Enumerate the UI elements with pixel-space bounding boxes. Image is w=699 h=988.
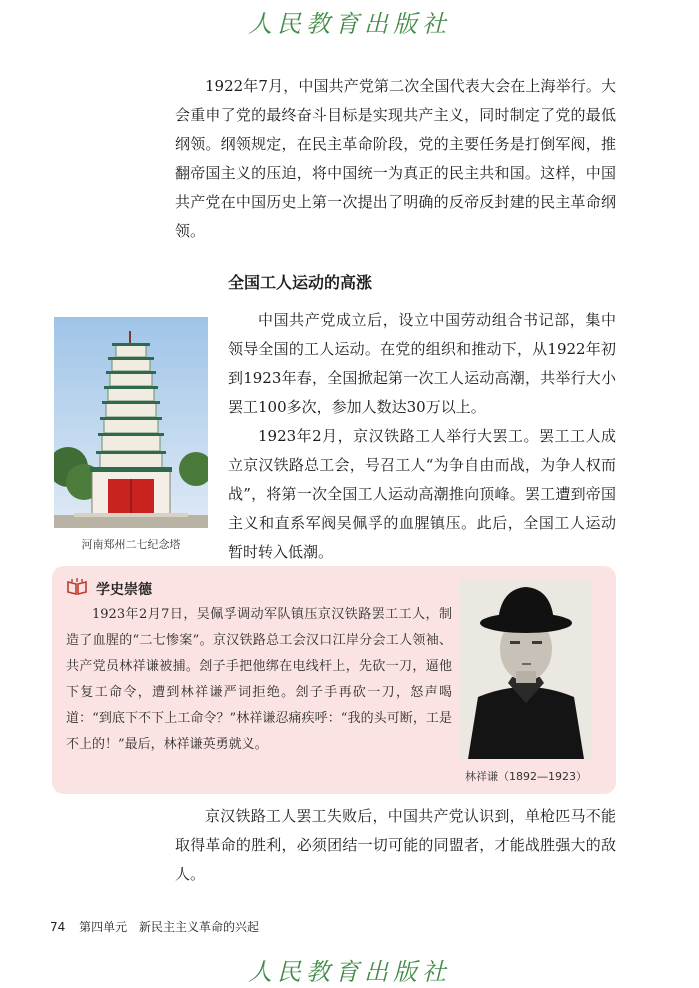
publisher-header: 人民教育出版社 [248, 10, 451, 38]
unit-label: 第四单元 [79, 920, 128, 934]
lin-xiangqian-portrait [460, 579, 592, 759]
publisher-footer: 人民教育出版社 [248, 958, 451, 986]
sidebar-text: 1923年2月7日，吴佩孚调动军队镇压京汉铁路罢工工人，制造了血腥的“二七惨案”。京汉铁路总工会汉口江岸分会工人领袖、共产党员林祥谦被捕。刽子手把他绑在电线杆上，先砍一刀，逼他下复工命令，遭到林祥谦严词拒绝。刽子手再砍一刀，怒声喝道：“到底下不下上工命令？”林祥谦忍痛疾呼：“我的头可断，工是不上的！”最后，林祥谦英勇就义。 [66, 607, 452, 752]
portrait-caption: 林祥谦（1892—1923） [465, 770, 587, 783]
portrait-illustration [460, 579, 592, 759]
book-icon [66, 578, 88, 596]
section-heading: 全国工人运动的高涨 [228, 273, 373, 292]
paragraph-cpc-second-congress: 1922年7月，中国共产党第二次全国代表大会在上海举行。大会重申了党的最终奋斗目标是实现共产主义，同时制定了党的最低纲领。纲领规定，在民主革命阶段，党的主要任务是打倒军阀，推翻帝国主义的压迫，将中国统一为真正的民主共和国。这样，中国共产党在中国历史上第一次提出了明确的反帝反封建的民主革命纲领。 [175, 77, 616, 240]
unit-title: 新民主主义革命的兴起 [138, 920, 259, 934]
page-number: 74 [50, 920, 66, 934]
paragraph-labor-movement: 中国共产党成立后，设立中国劳动组合书记部，集中领导全国的工人运动。在党的组织和推动下，从1922年初到1923年春，全国掀起第一次工人运动高潮，共举行大小罢工100多次，参加人数达30万以上。 [228, 311, 616, 416]
tower-caption: 河南郑州二七纪念塔 [81, 538, 181, 551]
paragraph-lesson-learned: 京汉铁路工人罢工失败后，中国共产党认识到，单枪匹马不能取得革命的胜利，必须团结一切可能的同盟者，才能战胜强大的敌人。 [175, 807, 616, 883]
erqi-tower-photo [54, 317, 208, 528]
sidebar-title: 学史崇德 [96, 582, 152, 598]
erqi-tower-illustration [54, 317, 208, 528]
paragraph-jinghan-strike: 1923年2月，京汉铁路工人举行大罢工。罢工工人成立京汉铁路总工会，号召工人“为争自由而战，为争人权而战”，将第一次全国工人运动高潮推向顶峰。罢工遭到帝国主义和直系军阀吴佩孚的血腥镇压。此后，全国工人运动暂时转入低潮。 [228, 427, 616, 561]
page-footer [50, 918, 259, 935]
